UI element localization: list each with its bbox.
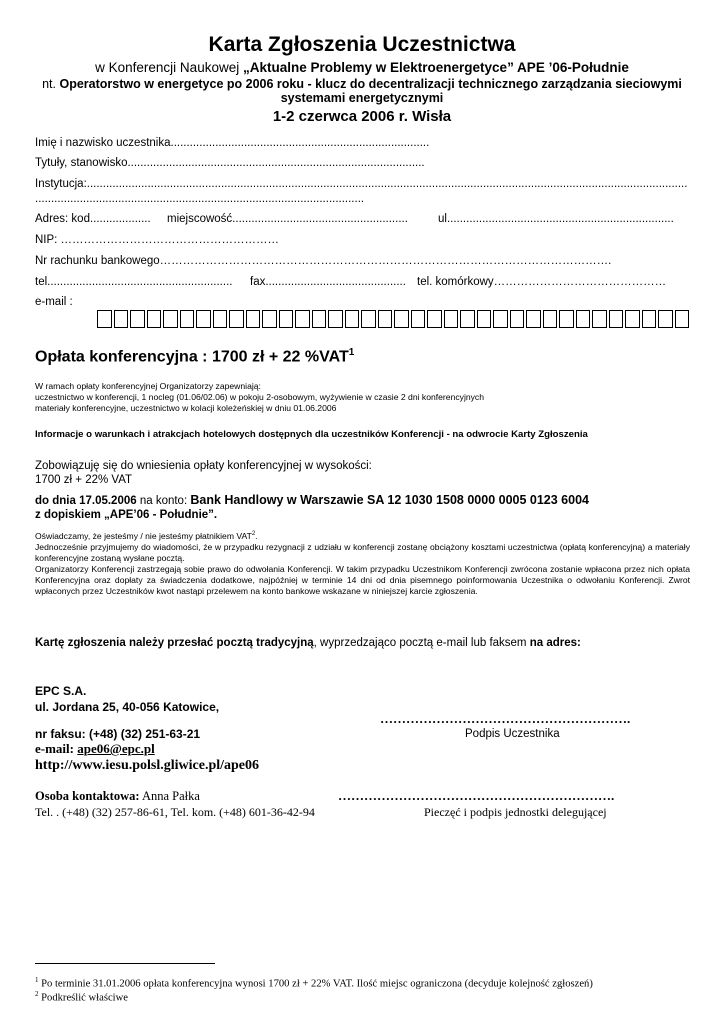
footnote-1-text: Po terminie 31.01.2006 opłata konferencyjna wynosi 1700 zł + 22% VAT. Ilość miejsc ograniczona (decyduje kolejność zgłoszeń)	[38, 978, 593, 990]
email-char-box[interactable]	[394, 310, 409, 328]
email-char-box[interactable]	[130, 310, 145, 328]
email-char-box[interactable]	[658, 310, 673, 328]
email-char-box[interactable]	[180, 310, 195, 328]
institution-field[interactable]: Instytucja:............................................................................................................................................................................................	[35, 178, 688, 190]
vat-declaration-text: Oświadczamy, że jesteśmy / nie jesteśmy płatnikiem VAT	[35, 530, 252, 541]
email-char-box[interactable]	[526, 310, 541, 328]
contact-person-label: Osoba kontaktowa:	[35, 789, 140, 803]
transfer-note: z dopiskiem „APE’06 - Południe”.	[35, 509, 218, 521]
email-boxes[interactable]	[97, 310, 691, 328]
footnote-divider	[35, 963, 215, 964]
vat-declaration: Oświadczamy, że jesteśmy / nie jesteśmy płatnikiem VAT$^2$.	[35, 530, 258, 541]
email-char-box[interactable]	[510, 310, 525, 328]
email-char-box[interactable]	[229, 310, 244, 328]
email-label-text: e-mail:	[35, 741, 78, 756]
conference-prefix: w Konferencji Naukowej	[95, 60, 243, 75]
titles-field[interactable]: Tytuły, stanowisko.............................................................................................	[35, 157, 425, 169]
email-char-box[interactable]	[196, 310, 211, 328]
footnote-2-text: Podkreślić właściwe	[38, 992, 128, 1004]
send-part-1: Kartę zgłoszenia należy przesłać pocztą tradycyjną	[35, 637, 314, 649]
email-char-box[interactable]	[543, 310, 558, 328]
website-link[interactable]: http://www.iesu.polsl.gliwice.pl/ape06	[35, 758, 260, 773]
email-char-box[interactable]	[378, 310, 393, 328]
bank-details	[35, 493, 589, 507]
conference-line	[0, 60, 724, 75]
email-char-box[interactable]	[262, 310, 277, 328]
mobile-field[interactable]: tel. komórkowy………………………………………	[417, 276, 667, 288]
send-instructions	[35, 637, 581, 649]
fee-footnote-ref: 1	[348, 347, 355, 358]
email-link[interactable]: ape06@epc.pl	[77, 741, 155, 756]
vat-footnote-ref: 2	[251, 531, 256, 537]
topic-text: Operatorstwo w energetyce po 2006 roku - klucz do decentralizacji technicznego zarządzania sieciowymi systemami energetycznymi	[59, 77, 682, 105]
na-konto: na konto:	[136, 495, 191, 507]
page-title: Karta Zgłoszenia Uczestnictwa	[208, 33, 516, 56]
fee-heading-text: Opłata konferencyjna : 1700 zł + 22 %VAT	[35, 348, 349, 366]
contact-person-name: Anna Pałka	[139, 789, 200, 803]
contact-email	[35, 741, 155, 757]
conference-name: „Aktualne Problemy w Elektroenergetyce” APE ’06-Południe	[242, 60, 629, 75]
participant-signature-line: ………………………………………………….	[380, 711, 631, 726]
email-char-box[interactable]	[312, 310, 327, 328]
email-char-box[interactable]	[477, 310, 492, 328]
email-char-box[interactable]	[114, 310, 129, 328]
email-char-box[interactable]	[97, 310, 112, 328]
email-char-box[interactable]	[609, 310, 624, 328]
participant-signature-label: Podpis Uczestnika	[465, 728, 560, 740]
address-city-field[interactable]: miejscowość.......................................................	[167, 213, 408, 225]
institution-field-line2[interactable]: .......................................................................................................	[35, 193, 365, 205]
fax-field[interactable]: fax............................................	[250, 276, 406, 288]
commitment-line-1: Zobowiązuję się do wniesienia opłaty konferencyjnej w wysokości:	[35, 460, 372, 472]
email-char-box[interactable]	[576, 310, 591, 328]
declaration	[35, 529, 690, 597]
company-name: EPC S.A.	[35, 684, 87, 698]
email-char-box[interactable]	[411, 310, 426, 328]
name-field[interactable]: Imię i nazwisko uczestnika.................................................................................	[35, 137, 430, 149]
organizer-address	[35, 683, 219, 715]
email-char-box[interactable]	[295, 310, 310, 328]
resignation-paragraph: Jednocześnie przyjmujemy do wiadomości, że w przypadku rezygnacji z udziału w konferencji zostanę obciążony kosztami uczestnictwa (opłatą konferencyjną) a materiały konferencyjne zostaną wysłane pocztą.	[35, 541, 690, 563]
address-street-field[interactable]: ul.......................................................................	[438, 213, 674, 225]
email-char-box[interactable]	[246, 310, 261, 328]
email-char-box[interactable]	[279, 310, 294, 328]
email-char-box[interactable]	[625, 310, 640, 328]
institution-signature-label: Pieczęć i podpis jednostki delegującej	[424, 805, 607, 819]
footnote-1	[35, 976, 593, 990]
cancellation-paragraph: Organizatorzy Konferencji zastrzegają sobie prawo do odwołania Konferencji. W takim przypadku Uczestnikom Konferencji zwrócona zostanie wpłacona przez nich opłata Konferencyjna oraz dopłaty za świadczenia dodatkowe, najpóźniej w terminie 14 dni od dnia pisemnego poinformowania Uczestnika o odwołaniu Konferencji. Zwrot wpłaconych przez Uczestników kwot nastąpi przelewem na konto bankowe wskazane w niniejszej karcie zgłoszenia.	[35, 563, 690, 596]
email-char-box[interactable]	[559, 310, 574, 328]
topic-prefix: nt.	[42, 77, 60, 91]
email-char-box[interactable]	[493, 310, 508, 328]
fee-line-2: materiały konferencyjne, uczestnictwo w kolacji koleżeńskiej w dniu 01.06.2006	[35, 403, 337, 413]
email-char-box[interactable]	[444, 310, 459, 328]
institution-signature-line: ……………………………………………………….	[338, 788, 615, 803]
bank-account-field[interactable]: Nr rachunku bankowego……………………………………………………………………………………………………….	[35, 255, 612, 267]
email-char-box[interactable]	[592, 310, 607, 328]
email-char-box[interactable]	[361, 310, 376, 328]
nip-field[interactable]: NIP: …………………………………………………	[35, 234, 280, 246]
email-char-box[interactable]	[460, 310, 475, 328]
send-part-2: , wyprzedzająco pocztą e-mail lub faksem	[313, 637, 530, 649]
hotel-info: Informacje o warunkach i atrakcjach hotelowych dostępnych dla uczestników Konferencji - na odwrocie Karty Zgłoszenia	[35, 429, 588, 440]
email-char-box[interactable]	[328, 310, 343, 328]
footnote-1-number: 1	[35, 976, 39, 984]
fee-heading	[35, 347, 354, 366]
fax-number: nr faksu: (+48) (32) 251-63-21	[35, 727, 201, 741]
email-label: e-mail :	[35, 296, 73, 308]
contact-person	[35, 789, 200, 804]
commitment	[35, 459, 372, 487]
email-char-box[interactable]	[675, 310, 690, 328]
email-char-box[interactable]	[642, 310, 657, 328]
footnote-2-number: 2	[35, 990, 39, 998]
email-char-box[interactable]	[147, 310, 162, 328]
contact-phones: Tel. . (+48) (32) 257-86-61, Tel. kom. (+48) 601-36-42-94	[35, 805, 315, 819]
fee-intro: W ramach opłaty konferencyjnej Organizatorzy zapewniają:	[35, 381, 261, 391]
footnote-2	[35, 990, 128, 1004]
bank-account: Bank Handlowy w Warszawie SA 12 1030 1508 0000 0005 0123 6004	[190, 493, 589, 507]
company-street: ul. Jordana 25, 40-056 Katowice,	[35, 700, 220, 714]
address-code-field[interactable]: Adres: kod...................	[35, 213, 151, 225]
tel-field[interactable]: tel..........................................................	[35, 276, 233, 288]
payment-deadline: do dnia 17.05.2006	[35, 495, 137, 507]
email-char-box[interactable]	[427, 310, 442, 328]
email-char-box[interactable]	[345, 310, 360, 328]
send-part-3: na adres:	[529, 637, 581, 649]
email-char-box[interactable]	[213, 310, 228, 328]
conference-topic	[30, 77, 694, 105]
fee-line-1: uczestnictwo w konferencji, 1 nocleg (01.06/02.06) w pokoju 2-osobowym, wyżywienie w czasie 2 dni konferencyjnych	[35, 392, 485, 402]
fee-details	[35, 381, 695, 414]
conference-date: 1-2 czerwca 2006 r. Wisła	[272, 108, 452, 125]
email-char-box[interactable]	[163, 310, 178, 328]
commitment-line-2: 1700 zł + 22% VAT	[35, 474, 133, 486]
